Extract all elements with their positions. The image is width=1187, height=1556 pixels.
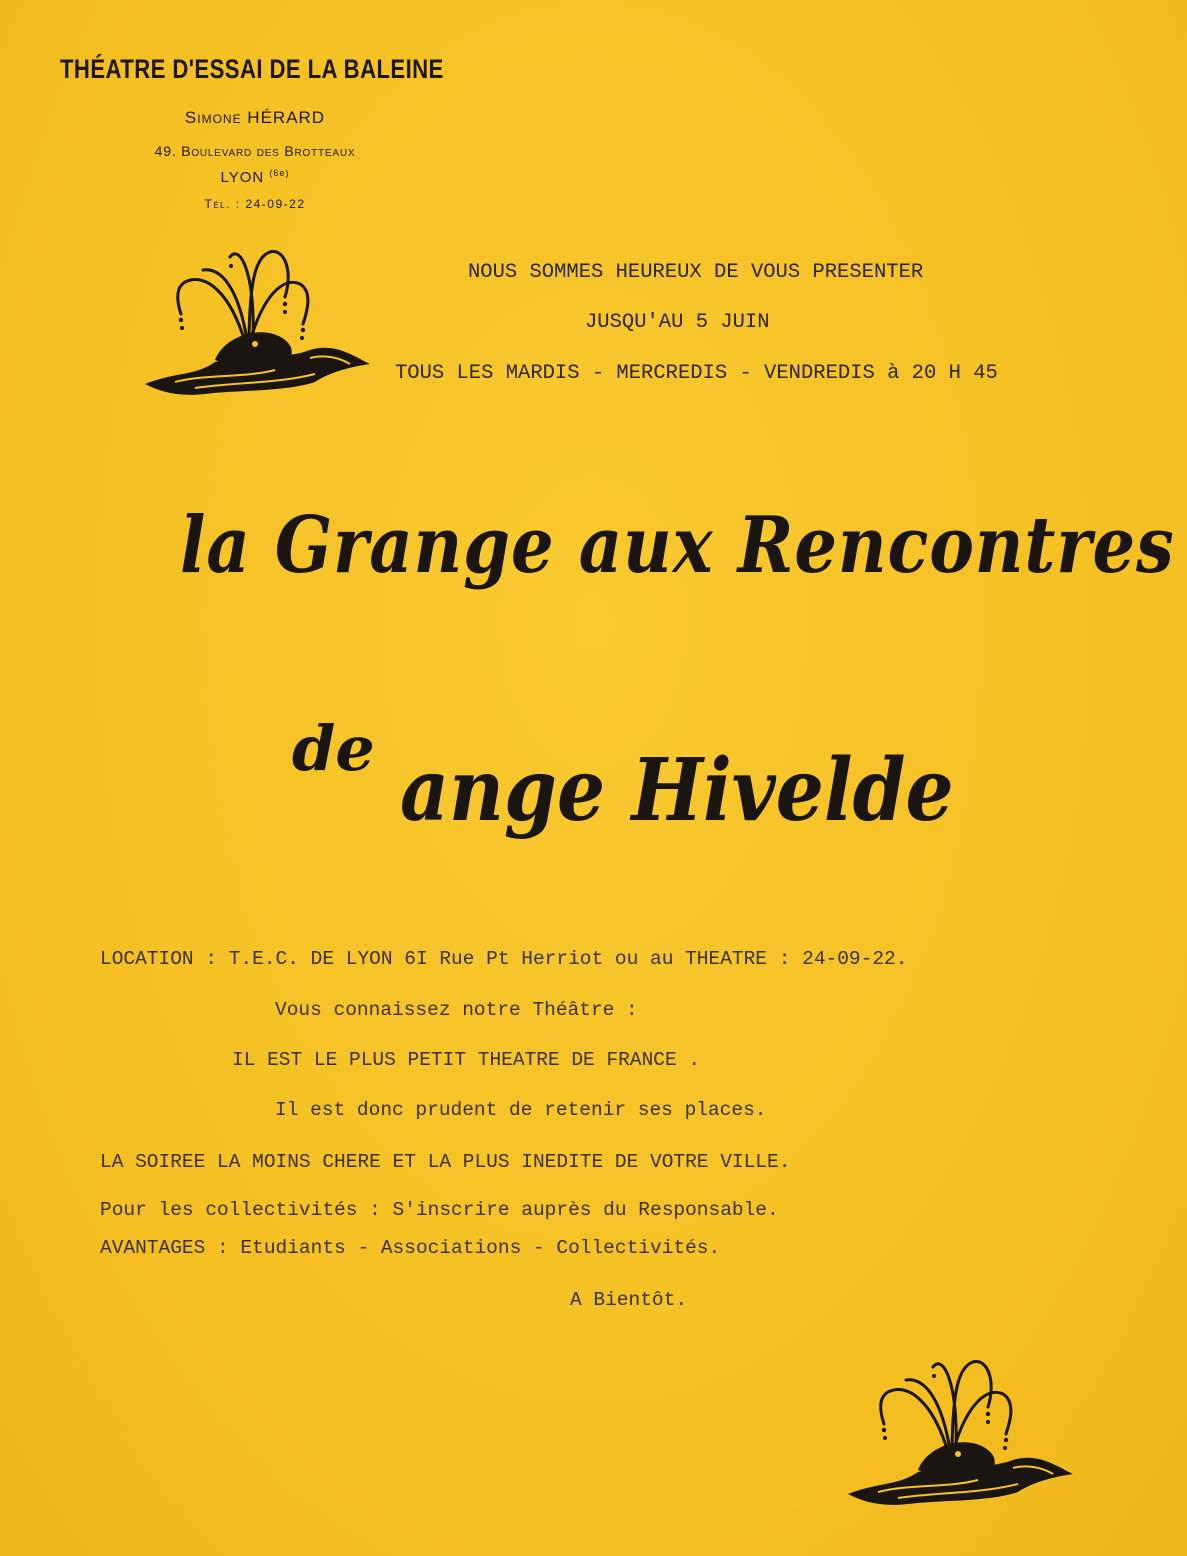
intro-line-1: NOUS SOMMES HEUREUX DE VOUS PRESENTER <box>468 261 924 284</box>
play-title: la Grange aux Rencontres <box>180 500 1175 591</box>
theatre-name: THÉATRE D'ESSAI DE LA BALEINE <box>60 54 444 84</box>
intro-line-2: JUSQU'AU 5 JUIN <box>585 311 770 334</box>
smallest-theatre-line: IL EST LE PLUS PETIT THEATRE DE FRANCE . <box>232 1049 701 1071</box>
author-name: ange Hivelde <box>400 740 954 841</box>
theatre-address: 49. Boulevard des Brotteaux <box>154 143 356 159</box>
soiree-line: LA SOIREE LA MOINS CHERE ET LA PLUS INEDITE DE VOTRE VILLE. <box>100 1151 791 1173</box>
director-name: Simone HÉRARD <box>184 108 326 127</box>
collectivites-line: Pour les collectivités : S'inscrire auprès du Responsable. <box>100 1199 779 1221</box>
know-theatre-line: Vous connaissez notre Théâtre : <box>275 999 638 1021</box>
closing-line: A Bientôt. <box>570 1289 688 1311</box>
theatre-phone: Tél. : 24-09-22 <box>204 197 306 211</box>
city-name: LYON <box>220 169 265 186</box>
location-line: LOCATION : T.E.C. DE LYON 6I Rue Pt Herriot ou au THEATRE : 24-09-22. <box>100 948 908 970</box>
arrondissement: (6e) <box>269 168 290 178</box>
intro-line-3: TOUS LES MARDIS - MERCREDIS - VENDREDIS à 20 H 45 <box>395 362 998 385</box>
theatre-city <box>100 168 410 186</box>
whale-logo-icon <box>838 1342 1088 1514</box>
title-by: de <box>292 712 375 785</box>
book-seats-line: Il est donc prudent de retenir ses places. <box>275 1099 767 1121</box>
whale-logo-icon <box>135 232 385 404</box>
avantages-line: AVANTAGES : Etudiants - Associations - Collectivités. <box>100 1237 721 1259</box>
